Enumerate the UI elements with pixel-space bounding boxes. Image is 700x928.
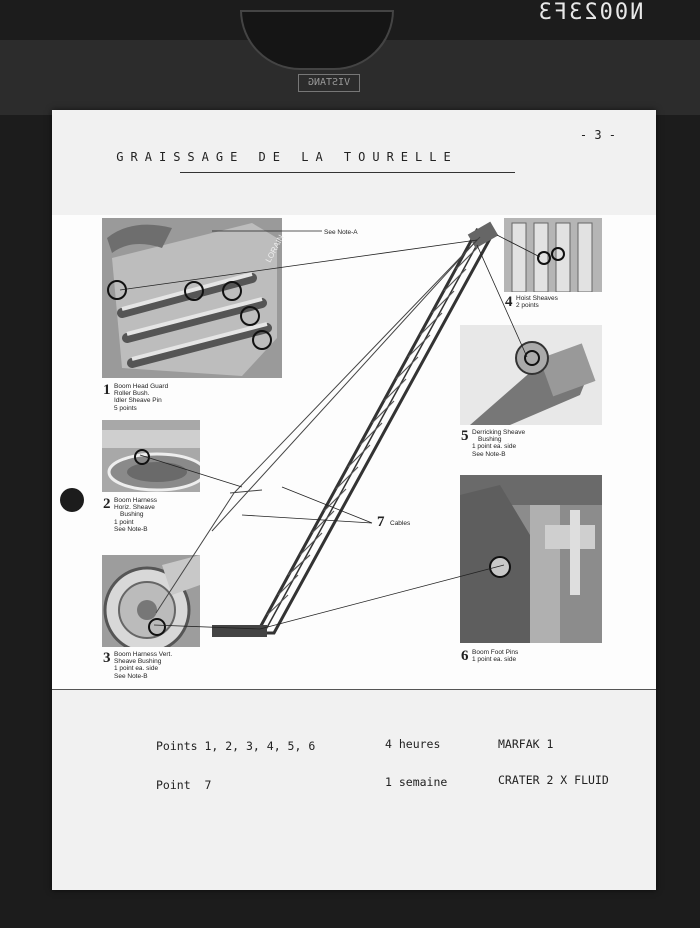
callout-3-line: See Note-B <box>114 672 148 680</box>
schedule-lubricant: MARFAK 1 <box>498 737 554 751</box>
section-divider <box>52 689 656 690</box>
punch-hole <box>60 488 84 512</box>
callout-5-line: See Note-B <box>472 450 506 458</box>
callout-5-line: 1 point ea. side <box>472 443 517 451</box>
callout-1-line: Idler Sheave Pin <box>114 397 162 405</box>
callout-2-line: Bushing <box>120 511 144 519</box>
clip-stamp: VISTANG <box>298 74 360 92</box>
negative-number: N0023F3 <box>536 0 644 25</box>
callout-2 <box>103 496 157 533</box>
page-title: GRAISSAGE DE LA TOURELLE <box>116 150 458 164</box>
callout-2-line: 1 point <box>114 518 134 526</box>
document-sheet <box>52 110 656 890</box>
callout-3 <box>103 650 173 680</box>
callout-1-line: Boom Head Guard <box>114 383 169 390</box>
callout-3-number: 3 <box>103 650 111 666</box>
boom-manufacturer-label: LORAIN <box>263 233 286 264</box>
callout-3-line: Boom Harness Vert. <box>114 651 173 658</box>
callout-2-line: Horiz. Sheave <box>114 504 155 512</box>
schedule-points: Point 7 <box>156 778 212 792</box>
callout-7 <box>377 514 411 530</box>
callout-7-line: Cables <box>390 520 411 527</box>
callout-5 <box>461 428 526 458</box>
callout-5-number: 5 <box>461 428 469 444</box>
callout-6 <box>461 648 519 664</box>
callout-4-number: 4 <box>505 294 513 310</box>
callout-1-line: 5 points <box>114 404 137 412</box>
callout-2-line: See Note-B <box>114 525 148 533</box>
schedule-interval: 4 heures <box>385 737 441 751</box>
crane-cables <box>156 237 480 613</box>
callout-3-line: Sheave Bushing <box>114 658 162 666</box>
callout-6-line: Boom Foot Pins <box>472 649 519 656</box>
callout-4-line: 2 points <box>516 302 539 310</box>
crane-boom-lattice <box>212 222 498 637</box>
note-a-label: See Note-A <box>324 229 358 236</box>
callout-7-number: 7 <box>377 514 385 530</box>
callout-5-line: Derricking Sheave <box>472 429 526 436</box>
callout-1-line: Roller Bush. <box>114 390 150 398</box>
schedule-interval: 1 semaine <box>385 775 448 789</box>
schedule-points: Points 1, 2, 3, 4, 5, 6 <box>156 739 316 753</box>
callout-1 <box>103 382 169 412</box>
callout-6-line: 1 point ea. side <box>472 656 517 664</box>
callout-4 <box>505 294 558 310</box>
callout-2-number: 2 <box>103 496 111 512</box>
callout-4-line: Hoist Sheaves <box>516 295 558 302</box>
callout-5-line: Bushing <box>478 436 502 444</box>
title-underline <box>180 172 515 173</box>
callout-6-number: 6 <box>461 648 469 664</box>
crane-boom-drawing <box>52 215 656 690</box>
callout-2-line: Boom Harness <box>114 497 157 504</box>
callout-3-line: 1 point ea. side <box>114 665 159 673</box>
callout-1-number: 1 <box>103 382 111 398</box>
lubrication-diagram <box>52 215 656 690</box>
schedule-lubricant: CRATER 2 X FLUID <box>498 773 609 787</box>
page-number: - 3 - <box>579 128 616 142</box>
